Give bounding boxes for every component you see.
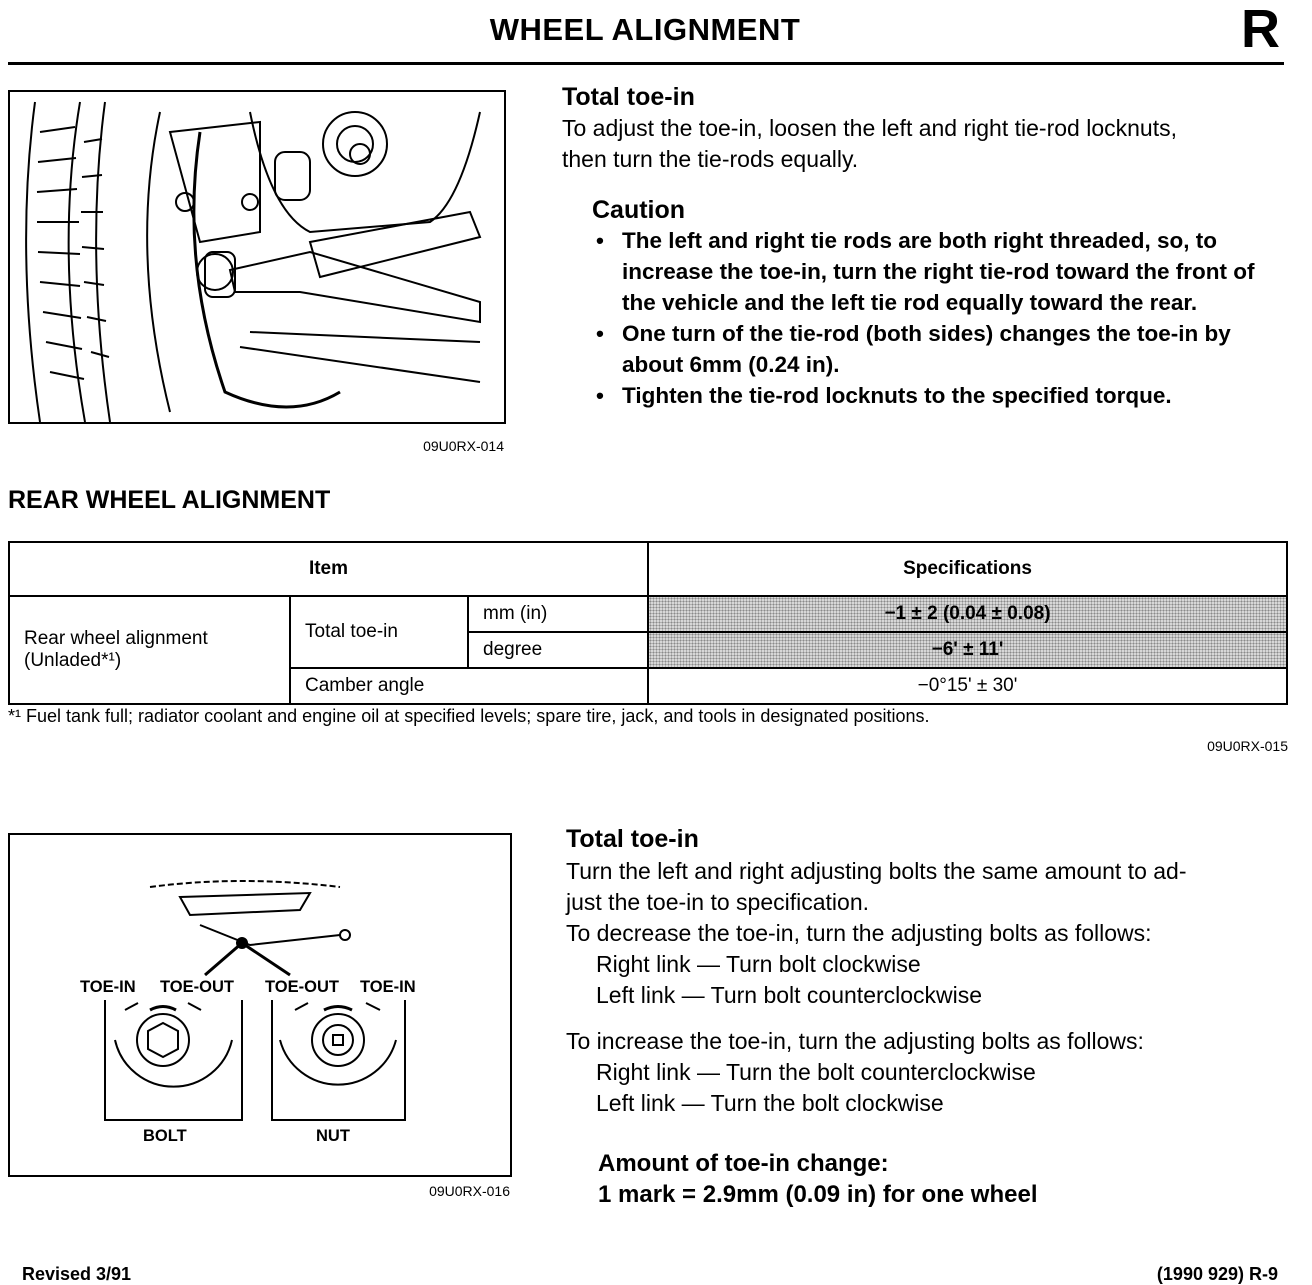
header-item: Item xyxy=(9,542,648,596)
footer-page-number: (1990 929) R-9 xyxy=(1156,1264,1278,1284)
header-rule xyxy=(8,62,1284,65)
caution-item: • Tighten the tie-rod locknuts to the specified torque. xyxy=(592,380,1287,411)
front-body-line: then turn the tie-rods equally. xyxy=(562,146,859,172)
front-toe-in-body xyxy=(562,113,1292,175)
caution-heading: Caution xyxy=(592,196,686,224)
unit-degree-cell: degree xyxy=(468,632,648,668)
group-label-line2: (Unladed*¹) xyxy=(24,650,122,671)
rear-adjusting-bolt-figure xyxy=(8,833,512,1177)
footer-revised: Revised 3/91 xyxy=(22,1264,132,1284)
decrease-left-line: Left link — Turn bolt counterclockwise xyxy=(596,982,983,1008)
caution-list xyxy=(592,225,1287,411)
caution-item: • One turn of the tie-rod (both sides) changes the toe-in by about 6mm (0.24 in). xyxy=(592,318,1287,380)
adjusting-bolt-illustration xyxy=(10,835,510,1175)
unit-mm-cell: mm (in) xyxy=(468,596,648,632)
rear-toe-in-body xyxy=(566,856,1296,1119)
nut-label: NUT xyxy=(316,1127,350,1145)
group-label-cell xyxy=(9,596,290,704)
section-letter: R xyxy=(1241,0,1280,59)
camber-label-cell: Camber angle xyxy=(290,668,648,704)
decrease-right-line: Right link — Turn bolt clockwise xyxy=(596,951,921,977)
header-specifications: Specifications xyxy=(648,542,1287,596)
rear-figure-code: 09U0RX-016 xyxy=(429,1183,510,1199)
front-body-line: To adjust the toe-in, loosen the left and right tie-rod locknuts, xyxy=(562,115,1177,141)
page-title: WHEEL ALIGNMENT xyxy=(489,12,801,47)
spec-degree-cell: −6' ± 11' xyxy=(648,632,1287,668)
increase-intro-line: To increase the toe-in, turn the adjusting bolts as follows: xyxy=(566,1028,1144,1054)
spec-mm-cell: −1 ± 2 (0.04 ± 0.08) xyxy=(648,596,1287,632)
toe-in-left-label: TOE-IN xyxy=(80,978,136,996)
bolt-label: BOLT xyxy=(143,1127,187,1145)
table-header-row xyxy=(9,542,1287,596)
front-figure-code: 09U0RX-014 xyxy=(423,438,504,454)
rear-alignment-spec-table xyxy=(8,541,1288,705)
amount-heading: Amount of toe-in change: xyxy=(598,1150,889,1177)
total-toe-in-cell: Total toe-in xyxy=(290,596,468,668)
increase-right-line: Right link — Turn the bolt counterclockwise xyxy=(596,1059,1036,1085)
front-tie-rod-figure xyxy=(8,90,506,424)
rear-body-line: Turn the left and right adjusting bolts the same amount to ad- xyxy=(566,858,1187,884)
rear-body-line: just the toe-in to specification. xyxy=(566,889,869,915)
rear-section-title: REAR WHEEL ALIGNMENT xyxy=(8,486,331,514)
group-label-line1: Rear wheel alignment xyxy=(24,628,208,649)
table-row xyxy=(9,596,1287,632)
rear-body-line: To decrease the toe-in, turn the adjusting bolts as follows: xyxy=(566,920,1152,946)
increase-left-line: Left link — Turn the bolt clockwise xyxy=(596,1090,944,1116)
toe-out-right-label: TOE-OUT xyxy=(265,978,339,996)
tie-rod-illustration xyxy=(10,92,504,422)
table-code: 09U0RX-015 xyxy=(1207,738,1288,754)
rear-toe-in-heading: Total toe-in xyxy=(566,825,699,853)
spec-camber-cell: −0°15' ± 30' xyxy=(648,668,1287,704)
table-footnote: *¹ Fuel tank full; radiator coolant and engine oil at specified levels; spare tire, jack, and tools in designated positions. xyxy=(8,706,930,726)
caution-item: • The left and right tie rods are both right threaded, so, to increase the toe-in, turn the right tie-rod toward the front of the vehicle and the left tie rod equally toward the rear. xyxy=(592,225,1287,318)
front-toe-in-heading: Total toe-in xyxy=(562,83,695,111)
amount-value: 1 mark = 2.9mm (0.09 in) for one wheel xyxy=(598,1181,1038,1208)
toe-in-right-label: TOE-IN xyxy=(360,978,416,996)
toe-out-left-label: TOE-OUT xyxy=(160,978,234,996)
